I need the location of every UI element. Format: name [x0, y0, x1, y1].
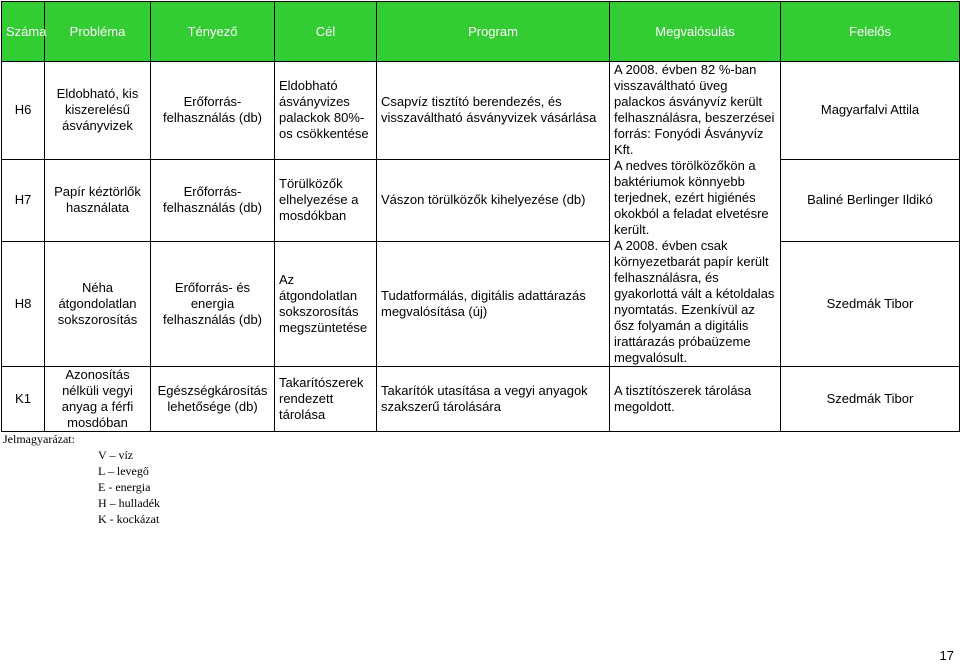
row-problem: Néha átgondolatlan sokszorosítás [45, 241, 151, 366]
legend-items [98, 447, 160, 527]
legend-item-viz: V – víz [98, 448, 134, 462]
realization-merged-cell [610, 62, 781, 367]
realization-h6: A 2008. évben 82 %-ban visszaváltható üveg palackos ásványvíz került felhasználásra, beszerzései forrás: Fonyódi Ásványvíz Kft. [614, 62, 775, 157]
row-factor: Erőforrás-felhasználás (db) [151, 159, 275, 241]
row-responsible: Szedmák Tibor [781, 367, 960, 432]
row-goal: Törülközők elhelyezése a mosdókban [275, 159, 377, 241]
row-program: Takarítók utasítása a vegyi anyagok szakszerű tárolására [377, 367, 610, 432]
header-program: Program [377, 2, 610, 62]
legend-item-levego: L – levegő [98, 464, 149, 478]
header-tenyezo: Tényező [151, 2, 275, 62]
table-row [2, 367, 960, 432]
legend-title: Jelmagyarázat: [3, 432, 75, 446]
row-code: H7 [2, 159, 45, 241]
row-factor: Erőforrás-felhasználás (db) [151, 62, 275, 160]
legend [3, 431, 160, 527]
header-problema: Probléma [45, 2, 151, 62]
action-plan-table [1, 1, 960, 432]
page-number: 17 [939, 648, 954, 663]
header-szama: Száma [2, 2, 45, 62]
row-program: Vászon törülközők kihelyezése (db) [377, 159, 610, 241]
legend-item-kockazat: K - kockázat [98, 512, 160, 526]
row-responsible: Magyarfalvi Attila [781, 62, 960, 160]
realization-h8: A 2008. évben csak környezetbarát papír került felhasználásra, és gyakorlottá vált a kétoldalas nyomtatás. Ezenkívül az ősz folyamán a digitális irattárazás próbaüzeme megvalósult. [614, 238, 775, 365]
row-goal: Az átgondolatlan sokszorosítás megszüntetése [275, 241, 377, 366]
row-problem: Eldobható, kis kiszerelésű ásványvizek [45, 62, 151, 160]
header-row [2, 2, 960, 62]
table-row [2, 241, 960, 366]
row-responsible: Szedmák Tibor [781, 241, 960, 366]
row-program: Csapvíz tisztító berendezés, és visszaváltható ásványvizek vásárlása [377, 62, 610, 160]
row-realization: A tisztítószerek tárolása megoldott. [610, 367, 781, 432]
row-problem: Azonosítás nélküli vegyi anyag a férfi mosdóban [45, 367, 151, 432]
table-row [2, 62, 960, 160]
row-code: K1 [2, 367, 45, 432]
row-goal: Eldobható ásványvizes palackok 80%-os csökkentése [275, 62, 377, 160]
header-felelos: Felelős [781, 2, 960, 62]
header-megvalosulas: Megvalósulás [610, 2, 781, 62]
row-problem: Papír kéztörlők használata [45, 159, 151, 241]
legend-item-energia: E - energia [98, 480, 151, 494]
row-responsible: Baliné Berlinger Ildikó [781, 159, 960, 241]
row-factor: Erőforrás- és energia felhasználás (db) [151, 241, 275, 366]
legend-item-hulladek: H – hulladék [98, 496, 160, 510]
row-factor: Egészségkárosítás lehetősége (db) [151, 367, 275, 432]
row-code: H8 [2, 241, 45, 366]
table-row [2, 159, 960, 241]
realization-h7: A nedves törölközőkön a baktériumok könnyebb terjednek, ezért higiénés okokból a feladat elvetésre került. [614, 158, 769, 237]
row-code: H6 [2, 62, 45, 160]
row-goal: Takarítószerek rendezett tárolása [275, 367, 377, 432]
row-program: Tudatformálás, digitális adattárazás megvalósítása (új) [377, 241, 610, 366]
header-cel: Cél [275, 2, 377, 62]
